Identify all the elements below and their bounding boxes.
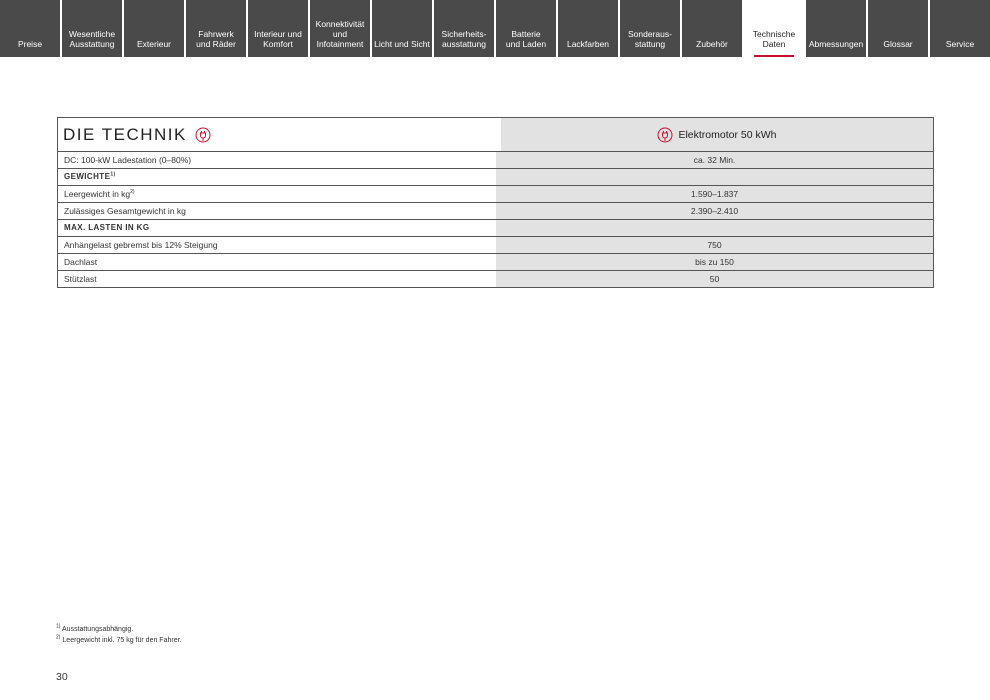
row-label-text: Leergewicht in kg (64, 189, 131, 199)
tab-sicherheitsausstattung[interactable] (434, 0, 494, 57)
tab-label: Exterieur (136, 39, 171, 49)
tab-label: Sonderaus- stattung (628, 29, 672, 49)
table-group-row (58, 169, 933, 186)
tab-sonderausstattung[interactable] (620, 0, 680, 57)
footnote-marker: 1) (110, 171, 116, 178)
electric-plug-icon (657, 127, 673, 143)
table-row (58, 186, 933, 203)
tab-label: Glossar (883, 39, 913, 49)
tab-label: Licht und Sicht (374, 39, 430, 49)
row-label-text: Zulässiges Gesamtgewicht in kg (64, 206, 186, 216)
row-label (58, 152, 496, 168)
footnote-text: Ausstattungsabhängig. (62, 626, 134, 633)
tab-label: Sicherheits- ausstattung (441, 29, 487, 49)
table-group-row (58, 220, 933, 237)
row-value (496, 220, 933, 236)
tab-interieur-und-komfort[interactable] (248, 0, 308, 57)
row-value (496, 169, 933, 185)
row-label-text: Stützlast (64, 274, 97, 284)
chapter-tab-bar (0, 0, 990, 57)
tab-konnektivitaet[interactable] (310, 0, 370, 57)
table-row (58, 203, 933, 220)
row-label-text: MAX. LASTEN IN KG (64, 223, 150, 232)
tab-label: Lackfarben (566, 39, 610, 49)
row-label (58, 237, 496, 253)
row-value: 2.390–2.410 (496, 203, 933, 219)
tab-exterieur[interactable] (124, 0, 184, 57)
row-value: ca. 32 Min. (496, 152, 933, 168)
tab-label: Preise (17, 39, 43, 49)
footnote-marker: 1) (56, 623, 61, 630)
tab-fahrwerk-und-raeder[interactable] (186, 0, 246, 57)
tab-glossar[interactable] (868, 0, 928, 57)
row-value: 1.590–1.837 (496, 186, 933, 202)
footnotes (56, 624, 181, 646)
footnote-marker: 2) (56, 634, 61, 641)
tab-zubehoer[interactable] (682, 0, 742, 57)
tab-lackfarben[interactable] (558, 0, 618, 57)
tab-label: Abmessungen (808, 39, 864, 49)
column-title: Elektromotor 50 kWh (678, 128, 777, 141)
footnote-marker: 2) (130, 189, 135, 196)
tab-label: Wesentliche Ausstattung (68, 29, 116, 49)
row-label (58, 203, 496, 219)
row-label (58, 254, 496, 270)
tab-label: Fahrwerk und Räder (196, 29, 236, 49)
table-row (58, 271, 933, 287)
tab-service[interactable] (930, 0, 990, 57)
row-label-text: Anhängelast gebremst bis 12% Steigung (64, 240, 218, 250)
table-row (58, 152, 933, 169)
tab-preise[interactable] (0, 0, 60, 57)
section-title: DIE TECHNIK (63, 124, 187, 144)
table-header (58, 118, 933, 152)
row-label-text: Dachlast (64, 257, 98, 267)
table-row (58, 254, 933, 271)
footnote-2 (56, 635, 181, 646)
row-label (58, 271, 496, 287)
page-number: 30 (56, 671, 68, 683)
footnote-text: Leergewicht inkl. 75 kg für den Fahrer. (62, 637, 182, 644)
tab-label: Konnektivität und Infotainment (315, 19, 365, 49)
footnote-1 (56, 624, 181, 635)
tab-label: Batterie und Laden (505, 29, 547, 49)
row-label (58, 220, 496, 236)
spec-table (57, 117, 934, 288)
tab-batterie-und-laden[interactable] (496, 0, 556, 57)
row-label-text: DC: 100-kW Ladestation (0–80%) (64, 155, 192, 165)
table-row (58, 237, 933, 254)
tab-wesentliche-ausstattung[interactable] (62, 0, 122, 57)
row-label (58, 169, 496, 185)
tab-label: Service (945, 39, 975, 49)
tab-licht-und-sicht[interactable] (372, 0, 432, 57)
tab-technische-daten[interactable] (744, 0, 804, 57)
row-label-text: GEWICHTE (64, 172, 111, 181)
section-header (58, 118, 501, 151)
tab-label: Interieur und Komfort (254, 29, 302, 49)
tab-abmessungen[interactable] (806, 0, 866, 57)
row-value: 50 (496, 271, 933, 287)
tab-label: Zubehör (696, 39, 728, 49)
row-value: 750 (496, 237, 933, 253)
row-value: bis zu 150 (496, 254, 933, 270)
electric-plug-icon (195, 127, 211, 143)
row-label (58, 186, 496, 202)
column-header (501, 118, 933, 151)
tab-label: Technische Daten (752, 29, 796, 49)
